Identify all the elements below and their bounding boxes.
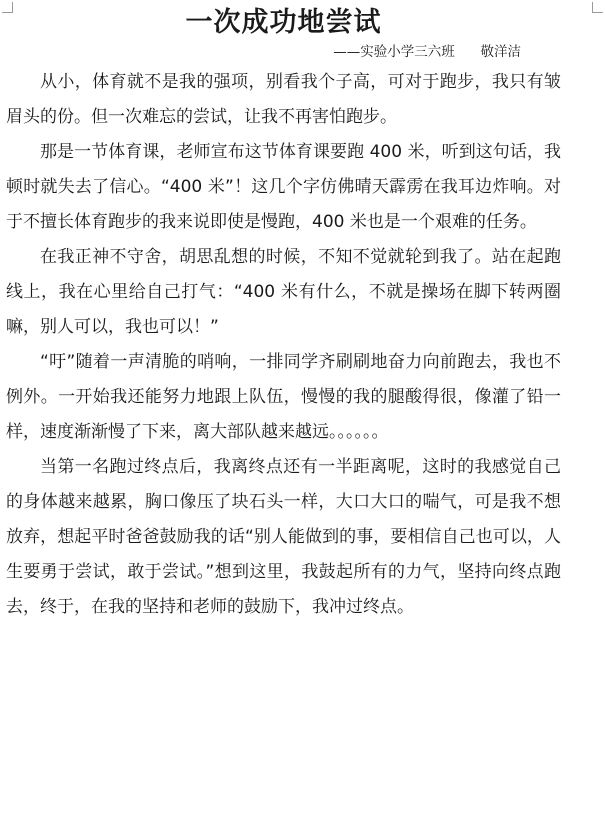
paragraph: 当第一名跑过终点后，我离终点还有一半距离呢，这时的我感觉自己的身体越来越累，胸口像压了块石头一样，大口大口的喘气，可是我不想放弃，想起平时爸爸鼓励我的话“别人能做到的事，要相信自己也可以，人生要勇于尝试，敢于尝试。”想到这里，我鼓起所有的力气，坚持向终点跑去，终于，在我的坚持和老师的鼓励下，我冲过终点。	[6, 457, 561, 617]
document-title: 一次成功地尝试	[185, 7, 382, 38]
paragraph: 从小，体育就不是我的强项，别看我个子高，可对于跑步，我只有皱眉头的份。但一次难忘的尝试，让我不再害怕跑步。	[6, 72, 561, 127]
paragraph: 在我正神不守舍，胡思乱想的时候，不知不觉就轮到我了。站在起跑线上，我在心里给自己打气：“400 米有什么，不就是操场在脚下转两圈嘛，别人可以，我也可以！”	[6, 247, 561, 337]
page-corner-mark-right	[592, 2, 603, 13]
document-body	[6, 0, 561, 625]
author-byline: ——实验小学三六班 敬洋洁	[333, 44, 521, 60]
paragraph: 那是一节体育课，老师宣布这节体育课要跑 400 米，听到这句话，我顿时就失去了信心。“400 米”！这几个字仿佛晴天霹雳在我耳边炸响。对于不擅长体育跑步的我来说即使是慢跑，400 米也是一个艰难的任务。	[6, 142, 561, 232]
paragraph: “吁”随着一声清脆的哨响，一排同学齐刷刷地奋力向前跑去，我也不例外。一开始我还能努力地跟上队伍，慢慢的我的腿酸得很，像灌了铅一样，速度渐渐慢了下来，离大部队越来越远。。。。。。	[6, 352, 561, 442]
